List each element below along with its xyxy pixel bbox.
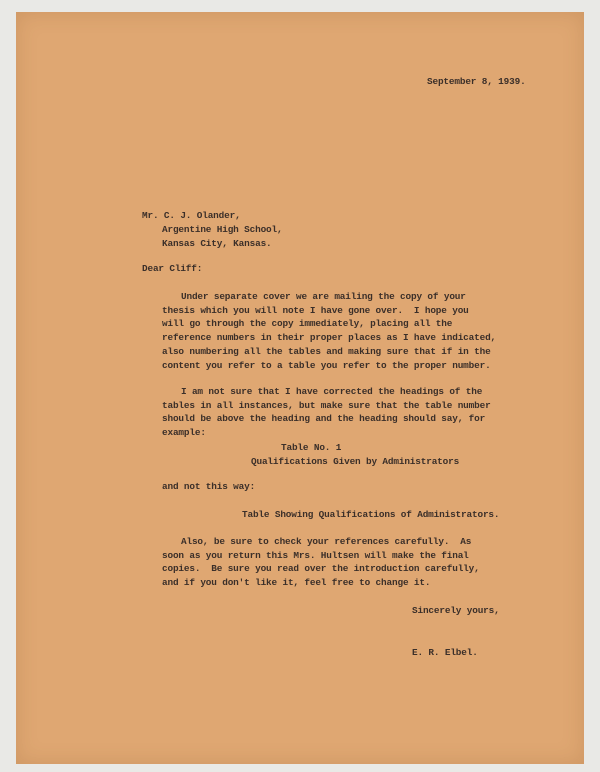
example-table-heading: Qualifications Given by Administrators — [251, 456, 460, 467]
recipient-school: Argentine High School, — [162, 224, 283, 235]
paragraph-2-line: should be above the heading and the heading should say, for — [162, 413, 486, 424]
not-this-way-text: and not this way: — [162, 481, 256, 492]
paragraph-3-line: copies. Be sure you read over the introduction carefully, — [162, 563, 480, 574]
letter-date: September 8, 1939. — [427, 76, 526, 87]
paragraph-1-line: Under separate cover we are mailing the copy of your — [181, 291, 466, 302]
paragraph-2-line: tables in all instances, but make sure that the table number — [162, 400, 491, 411]
wrong-table-heading: Table Showing Qualifications of Administrators. — [242, 509, 500, 520]
paragraph-1-line: will go through the copy immediately, placing all the — [162, 318, 453, 329]
letter-page — [16, 12, 584, 764]
closing: Sincerely yours, — [412, 605, 500, 616]
paragraph-1-line: thesis which you will note I have gone over. I hope you — [162, 305, 469, 316]
paragraph-3-line: Also, be sure to check your references carefully. As — [181, 536, 472, 547]
paragraph-3-line: and if you don't like it, feel free to change it. — [162, 577, 431, 588]
paragraph-1-line: also numbering all the tables and making sure that if in the — [162, 346, 491, 357]
paragraph-3-line: soon as you return this Mrs. Hultsen will make the final — [162, 550, 469, 561]
paragraph-2-line: example: — [162, 427, 206, 438]
recipient-name: Mr. C. J. Olander, — [142, 210, 241, 221]
salutation: Dear Cliff: — [142, 263, 203, 274]
recipient-city: Kansas City, Kansas. — [162, 238, 272, 249]
paragraph-1-line: content you refer to a table you refer to the proper number. — [162, 360, 491, 371]
paragraph-1-line: reference numbers in their proper places as I have indicated, — [162, 332, 497, 343]
paragraph-2-line: I am not sure that I have corrected the headings of the — [181, 386, 483, 397]
signature: E. R. Elbel. — [412, 647, 478, 658]
example-table-number: Table No. 1 — [281, 442, 342, 453]
